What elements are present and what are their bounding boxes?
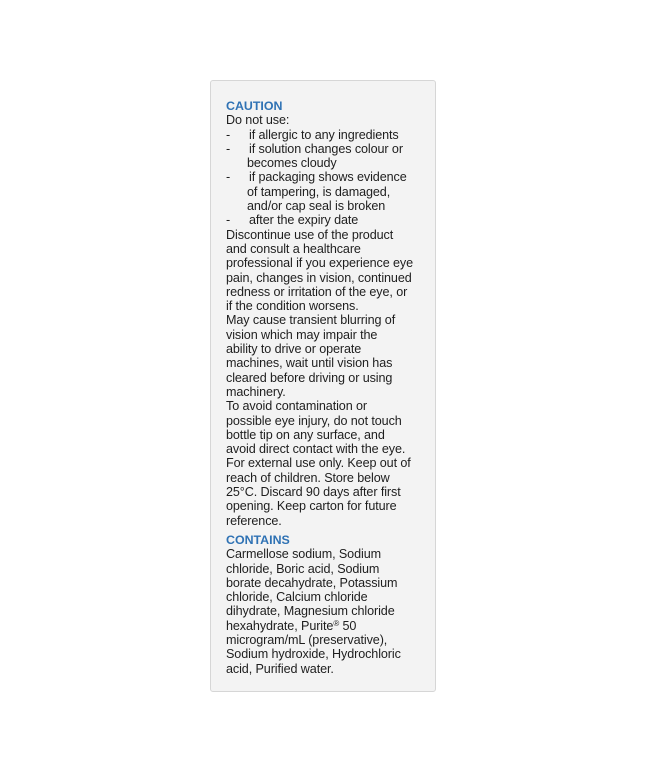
caution-body-line: ability to drive or operate [226, 342, 362, 357]
bullet-dash: - [226, 213, 231, 228]
caution-body-line: machines, wait until vision has [226, 356, 393, 371]
contains-line: dihydrate, Magnesium chloride [226, 604, 395, 619]
caution-body [226, 228, 427, 528]
contains-line: chloride, Boric acid, Sodium [226, 561, 380, 576]
caution-body-line: 25°C. Discard 90 days after first [226, 485, 401, 500]
contains-line: Carmellose sodium, Sodium [226, 547, 381, 562]
bullet-dash: - [226, 170, 231, 185]
caution-body-line: professional if you experience eye [226, 256, 414, 271]
contains-line: borate decahydrate, Potassium [226, 575, 398, 590]
caution-body-line: pain, changes in vision, continued [226, 270, 412, 285]
caution-body-line: vision which may impair the [226, 327, 378, 342]
caution-body-line: opening. Keep carton for future [226, 499, 397, 514]
caution-body-line: May cause transient blurring of [226, 313, 396, 328]
registered-mark: ® [333, 618, 340, 628]
contains-line: microgram/mL (preservative), [226, 632, 388, 647]
do-not-use-line: Do not use: [226, 113, 290, 128]
purite-prefix: hexahydrate, Purite [226, 618, 334, 633]
bullet-text: if solution changes colour or [249, 141, 403, 156]
label-panel [210, 80, 436, 692]
bullet-dash: - [226, 127, 231, 142]
bullet-item [226, 128, 427, 142]
caution-body-line: and consult a healthcare [226, 241, 361, 256]
contains-line-purite [226, 619, 427, 633]
caution-body-line: possible eye injury, do not touch [226, 413, 402, 428]
purite-suffix: 50 [339, 618, 357, 633]
bullet-text: if allergic to any ingredients [249, 127, 399, 142]
bullet-continuation: becomes cloudy [247, 156, 337, 171]
caution-body-line: cleared before driving or using [226, 370, 393, 385]
bullet-item [226, 213, 427, 227]
contains-line: Sodium hydroxide, Hydrochloric [226, 647, 401, 662]
caution-body-line: For external use only. Keep out of [226, 456, 411, 471]
caution-body-line: if the condition worsens. [226, 299, 359, 314]
contains-line: acid, Purified water. [226, 661, 334, 676]
caution-body-line: Discontinue use of the product [226, 227, 394, 242]
bullet-continuation: and/or cap seal is broken [247, 199, 386, 214]
caution-body-line: machinery. [226, 384, 286, 399]
caution-body-line: bottle tip on any surface, and [226, 427, 385, 442]
caution-body-line: avoid direct contact with the eye. [226, 442, 406, 457]
caution-heading: CAUTION [226, 99, 283, 113]
bullet-item [226, 142, 427, 156]
bullet-continuation: of tampering, is damaged, [247, 184, 391, 199]
bullet-item [226, 170, 427, 184]
bullet-text: after the expiry date [249, 213, 359, 228]
contains-heading: CONTAINS [226, 532, 290, 547]
caution-body-line: To avoid contamination or [226, 399, 368, 414]
caution-body-line: reference. [226, 513, 282, 528]
bullet-text: if packaging shows evidence [249, 170, 407, 185]
caution-body-line: reach of children. Store below [226, 470, 390, 485]
caution-body-line: redness or irritation of the eye, or [226, 284, 408, 299]
contains-line: chloride, Calcium chloride [226, 590, 368, 605]
bullet-dash: - [226, 141, 231, 156]
contains-body [226, 547, 427, 676]
